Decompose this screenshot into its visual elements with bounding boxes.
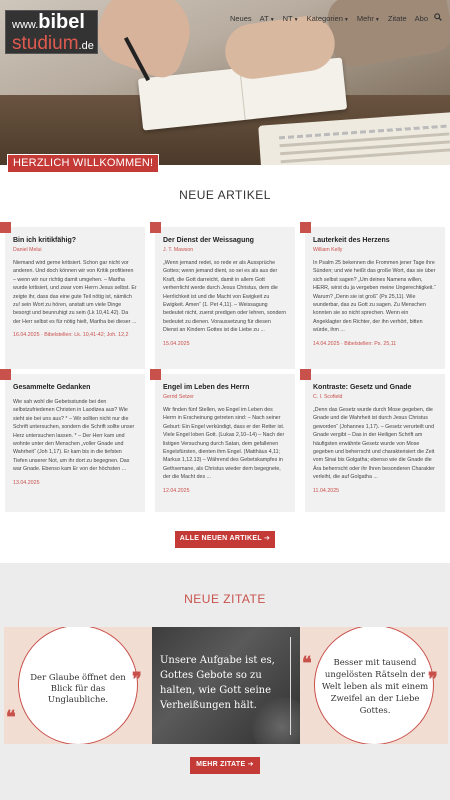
nav-nt[interactable]: NT▼ [282, 13, 299, 23]
article-card[interactable] [305, 227, 445, 369]
article-author[interactable]: J. T. Mawson [163, 247, 194, 253]
article-meta: 11.04.2025 [313, 487, 340, 494]
quote-mark-icon: ❞ [428, 669, 438, 690]
article-excerpt: Wir finden fünf Stellen, wo Engel im Leben des Herrn in Erscheinung getreten sind: – Nach seiner Geburt: Ein Engel verkündigt, dass er der Retter ist. Viele Engel loben Gott. (Lukas 2,10–14) – Nach der listigen Versuchung durch Satan, dem gefallenen Engelsfürsten, dienten ihm Engel. (Matthäus 4,11; Markus 1,12.13) – Während des Gebetskampfes in Gethsemane, als Christus wieder dem begegnete, der die Macht des ... [163, 407, 285, 481]
chevron-down-icon: ▼ [269, 16, 275, 23]
chevron-down-icon: ▼ [293, 16, 299, 23]
article-title[interactable]: Der Dienst der Weissagung [163, 237, 254, 244]
site-logo[interactable] [5, 10, 98, 54]
article-excerpt: Wie sah wohl die Gebetsstunde bei den selbstzufriedenen Christen in Laodizea aus? Wie sieht sie bei uns aus? * – Wir sollten nicht nur die Schrift untersuchen, sondern die Schrift sollte unser Herz untersuchen lassen. * – Der Herr kam und wohnte unter den Menschen „voller Gnade und Wahrheit“ (Joh 1,17). Er kam bis in die tiefsten Tiefen unserer Not, um ihr dort zu begegnen. Das war Gnade. Ebenso kam Er von der höchsten ... [13, 399, 135, 473]
nav-at[interactable]: AT▼ [259, 13, 275, 23]
welcome-banner: HERZLICH WILLKOMMEN! [7, 154, 159, 173]
search-icon[interactable] [432, 13, 444, 23]
chevron-down-icon: ▼ [374, 16, 380, 23]
article-title[interactable]: Bin ich kritikfähig? [13, 237, 77, 244]
card-corner-accent [150, 222, 161, 233]
quote-mark-icon: ❝ [302, 653, 312, 674]
article-author[interactable]: Daniel Melui [13, 247, 42, 253]
article-title[interactable]: Lauterkeit des Herzens [313, 237, 390, 244]
article-meta: 15.04.2025 [163, 340, 190, 347]
article-author[interactable]: William Kelly [313, 247, 343, 253]
quote-text: Unsere Aufgabe ist es, Gottes Gebote so zu halten, wie Gott seine Verheißungen hält. [160, 655, 275, 711]
quote-mark-icon: ❞ [132, 669, 142, 690]
article-meta: 14.04.2025 · Bibelstellen: Ps. 25,11 [313, 340, 397, 347]
article-author[interactable]: Gerrid Setzer [163, 394, 194, 400]
logo-studium: studium [12, 33, 79, 54]
card-corner-accent [300, 369, 311, 380]
article-excerpt: In Psalm 25 bekennen die Frommen jener Tage ihre Sünden; und wie heißt das große Wort, das sie über sich selbst sagen? „Um deines Namens willen, HERR, wirst du ja vergeben meine Ungerechtigkeit.“ Warum? „Denn sie ist groß“ (Ps 25,11). Wie wunderbar, das zu Gott zu sagen. Zu Menschen konnten sie so nicht sprechen. Wenn ein Angeklagter den Richter, der ihn verhört, bitten würde, ihm ... [313, 260, 436, 334]
article-card[interactable] [5, 374, 145, 512]
chevron-down-icon: ▼ [343, 16, 349, 23]
quote-card[interactable] [4, 627, 152, 744]
quotes-section-title: NEUE ZITATE [184, 592, 266, 606]
card-corner-accent [300, 222, 311, 233]
article-title[interactable]: Kontraste: Gesetz und Gnade [313, 384, 412, 391]
article-excerpt: Niemand wird gerne kritisiert. Schon gar nicht vor anderen. Und doch können wir von Kritik profitieren – wenn wir nur richtig damit umgehen. – Martha wurde kritisiert, und zwar vom Herrn Jesus selbst. Er zeigte ihr, dass das eine gute Teil nötig ist, nämlich zu! sein Wort zu hören, anstatt um viele Dinge besorgt und beunruhigt zu sein (Lk 10,41.42). Da der Herr selbst es für nötig hielt, Martha bei dieser ... [13, 260, 137, 325]
quote-card[interactable] [300, 627, 448, 744]
article-title[interactable]: Engel im Leben des Herrn [163, 384, 250, 391]
article-card[interactable] [155, 227, 295, 369]
nav-mehr[interactable]: Mehr▼ [356, 13, 380, 23]
article-meta: 16.04.2025 · Bibelstellen: Lk. 10,41-42; Joh. 12,2 [13, 332, 129, 339]
nav-zitate[interactable]: Zitate [387, 13, 407, 23]
article-card[interactable] [5, 227, 145, 369]
logo-www: www. [12, 19, 39, 31]
all-articles-button[interactable]: ALLE NEUEN ARTIKEL ➔ [175, 531, 275, 548]
article-excerpt: „Wenn jemand redet, so rede er als Aussprüche Gottes; wenn jemand dient, so sei es als aus der Kraft, die Gott darreicht, damit in allem Gott verherrlicht werde durch Jesus Christus, dem die Herrlichkeit ist und die Macht von Ewigkeit zu Ewigkeit. Amen“ (1. Pet 4,11). – Weissagung bedeutet nicht, zuerst predigen oder lehren, sondern bedeutet zu dienen. Voraussetzung für diesen Dienst an Kindern Gottes ist die Liebe zu ... [163, 260, 287, 334]
main-navigation [226, 13, 444, 23]
card-corner-accent [0, 369, 11, 380]
quote-card[interactable] [152, 627, 300, 744]
article-card[interactable] [305, 374, 445, 512]
article-meta: 12.04.2025 [163, 487, 190, 494]
article-card[interactable] [155, 374, 295, 512]
articles-section-title: NEUE ARTIKEL [179, 188, 271, 202]
quote-text: Besser mit tausend ungelösten Rätseln der Welt leben als mit einem Zweifel an der Liebe Gottes. [321, 658, 429, 716]
quote-mark-icon: ❝ [6, 707, 16, 728]
card-corner-accent [150, 369, 161, 380]
article-author[interactable]: C. I. Scofield [313, 394, 343, 400]
article-title[interactable]: Gesammelte Gedanken [13, 384, 91, 391]
card-corner-accent [0, 222, 11, 233]
article-excerpt: „Denn das Gesetz wurde durch Mose gegeben, die Gnade und die Wahrheit ist durch Jesus Christus geworden“ (Johannes 1,17). – Gesetz verurteilt und Gnade vergibt – Das in der Heiligen Schrift am häufigsten erwähnte Gesetz wurde von Mose gegeben und beherrscht und charakterisiert die Zeit vom Sinai bis Golgatha; ebenso wie die Gnade die Ära beherrscht oder ihr Ihren besonderen Charakter verleiht, die auf Golgatha ... [313, 407, 435, 481]
quote-text: Der Glaube öffnet den Blick für das Unglaubliche. [30, 673, 126, 705]
nav-neues[interactable]: Neues [229, 13, 252, 23]
hero-sleeve [325, 0, 450, 70]
article-meta: 13.04.2025 [13, 479, 40, 486]
logo-de: .de [78, 40, 94, 52]
nav-kategorien[interactable]: Kategorien▼ [306, 13, 349, 23]
logo-bibel: bibel [38, 11, 85, 33]
nav-abo[interactable]: Abo [414, 13, 428, 23]
more-quotes-button[interactable]: MEHR ZITATE ➔ [190, 757, 260, 774]
